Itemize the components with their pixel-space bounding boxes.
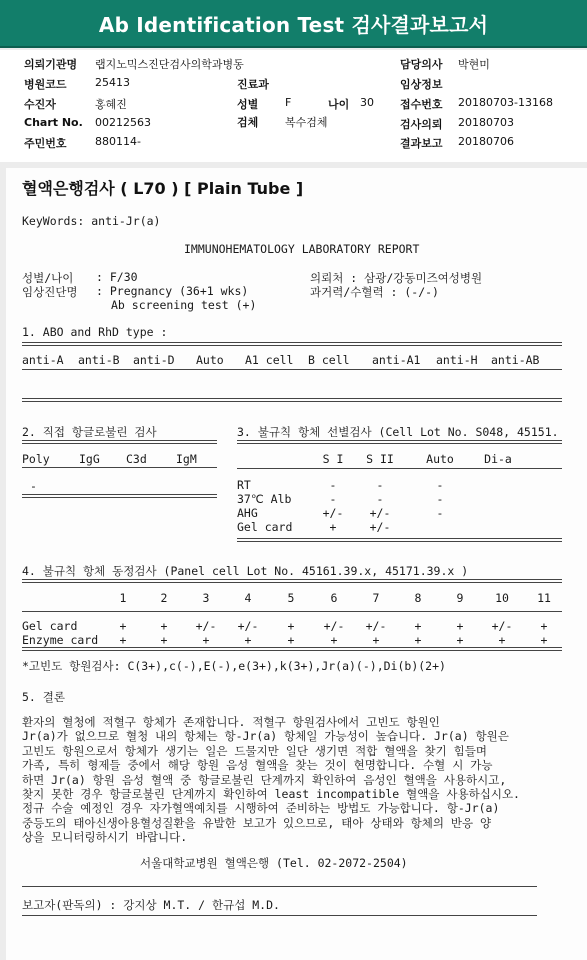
section-1-title: 1. ABO and RhD type : (22, 325, 168, 339)
section-3-rule-top (237, 440, 562, 444)
screening-cell: +/- (322, 506, 344, 520)
receipt-no-value: 20180703-13168 (458, 96, 553, 109)
rrn-label: 주민번호 (24, 137, 67, 150)
section-3-rule-mid (237, 468, 562, 469)
panel-column-header: 8 (414, 591, 422, 605)
screening-row-label: 37℃ Alb (237, 492, 292, 506)
high-frequency-antigen-result: *고빈도 항원검사: C(3+),c(-),E(-),e(3+),k(3+),Jr(a)(-),Di(b)(2+) (22, 659, 446, 673)
section-1-rule-top (22, 342, 562, 346)
screening-column-header: Di-a (484, 452, 512, 466)
request-date-value: 20180703 (458, 116, 514, 129)
clinical-info-label: 임상정보 (400, 78, 443, 91)
dat-column-header: IgG (79, 452, 100, 466)
screening-column-header: Auto (426, 452, 454, 466)
panel-cell: + (160, 633, 168, 647)
abo-column-header: Auto (196, 353, 224, 367)
abo-column-header: anti-A (22, 353, 64, 367)
screening-row-label: RT (237, 478, 251, 492)
panel-cell: + (540, 633, 548, 647)
panel-column-header: 7 (372, 591, 380, 605)
signature-rule-top (22, 886, 537, 887)
panel-cell: + (160, 619, 168, 633)
panel-cell: + (119, 619, 127, 633)
panel-cell: + (414, 619, 422, 633)
panel-cell: +/- (491, 619, 513, 633)
panel-cell: + (456, 619, 464, 633)
requesting-clinic: 의뢰처 : 삼광/강동미즈여성병원 (310, 271, 483, 285)
report-date-label: 결과보고 (400, 137, 443, 150)
specimen-value: 복수검체 (285, 116, 328, 129)
screening-cell: - (436, 506, 444, 520)
section-5-title: 5. 결론 (22, 690, 65, 704)
rrn-value: 880114- (95, 135, 141, 148)
conclusion-line: 환자의 혈청에 적혈구 항체가 존재합니다. 적혈구 항원검사에서 고빈도 항원인 (22, 715, 440, 729)
abo-column-header: anti-H (436, 353, 478, 367)
section-3-title: 3. 불규칙 항체 선별검사 (Cell Lot No. S048, 45151. (237, 425, 559, 439)
signature-rule-bottom (22, 915, 537, 916)
panel-cell: + (456, 633, 464, 647)
sex-age-label: 성별/나이 (22, 271, 74, 285)
abo-column-header: B cell (308, 353, 350, 367)
panel-cell: + (372, 633, 380, 647)
panel-column-header: 10 (495, 591, 509, 605)
report-date-value: 20180706 (458, 135, 514, 148)
chart-no-value: 00212563 (95, 116, 151, 129)
section-4-rule-bottom (22, 647, 562, 651)
screening-row-label: Gel card (237, 520, 293, 534)
dat-column-header: C3d (126, 452, 147, 466)
signature-organization: 서울대학교병원 혈액은행 (Tel. 02-2072-2504) (140, 856, 408, 870)
diagnosis-value-2: Ab screening test (+) (111, 298, 257, 312)
sex-age-value: : F/30 (96, 270, 138, 284)
request-date-label: 검사의뢰 (400, 118, 443, 131)
panel-column-header: 3 (202, 591, 210, 605)
hospital-code-value: 25413 (95, 76, 130, 89)
screening-cell: +/- (369, 506, 391, 520)
panel-column-header: 5 (287, 591, 295, 605)
specimen-label: 검체 (237, 116, 259, 129)
panel-column-header: 2 (160, 591, 168, 605)
screening-cell: - (436, 492, 444, 506)
doctor-label: 담당의사 (400, 58, 443, 71)
report-title: Ab Identification Test 검사결과보고서 (98, 13, 489, 37)
panel-cell: + (287, 633, 295, 647)
panel-cell: + (330, 633, 338, 647)
conclusion-line: 하면 Jr(a) 항원 음성 혈액 중 항글로불린 단계까지 확인하여 음성인 혈액을 사용하시고, (22, 772, 507, 787)
diagnosis-value-1: : Pregnancy (36+1 wks) (96, 284, 249, 298)
panel-row-label: Gel card (22, 619, 78, 633)
abo-column-header: anti-AB (491, 353, 540, 367)
sex-label: 성별 (237, 98, 259, 111)
screening-row-label: AHG (237, 506, 258, 520)
conclusion-line: 찾지 못한 경우 항글로불린 단계까지 확인하여 least incompatible 혈액을 사용하십시오. (22, 787, 520, 801)
section-2-rule-mid (22, 467, 217, 468)
panel-cell: + (498, 633, 506, 647)
hospital-code-label: 병원코드 (24, 78, 67, 91)
panel-cell: +/- (237, 619, 259, 633)
department-label: 진료과 (237, 78, 269, 91)
panel-row-label: Enzyme card (22, 633, 99, 647)
section-3-rule-bottom (237, 538, 562, 542)
section-1-rule-bottom (22, 398, 562, 402)
screening-cell: - (329, 478, 337, 492)
section-2-rule-bottom (22, 494, 217, 498)
lab-report-title: IMMUNOHEMATOLOGY LABORATORY REPORT (184, 242, 420, 256)
document-heading: 혈액은행검사 ( L70 ) [ Plain Tube ] (22, 179, 304, 198)
section-4-rule-mid (22, 611, 562, 612)
panel-cell: + (244, 633, 252, 647)
dat-column-header: Poly (22, 452, 50, 466)
section-4-title: 4. 불규칙 항체 동정검사 (Panel cell Lot No. 45161.39.x, 45171.39.x ) (22, 564, 469, 578)
conclusion-line: 고빈도 항원으로서 항체가 생기는 일은 드물지만 일단 생기면 적합 혈액을 찾기 힘들며 (22, 743, 487, 758)
referring-institution-label: 의뢰기관명 (24, 58, 78, 71)
panel-cell: +/- (365, 619, 387, 633)
panel-column-header: 1 (119, 591, 127, 605)
section-2-rule-top (22, 440, 217, 444)
panel-cell: +/- (323, 619, 345, 633)
screening-cell: - (436, 478, 444, 492)
chart-no-label: Chart No. (24, 116, 83, 129)
section-1-rule-mid (22, 369, 562, 370)
screening-cell: - (376, 492, 384, 506)
patient-name-label: 수진자 (24, 98, 56, 111)
conclusion-line: 가족, 특히 형제들 중에서 해당 항원 음성 혈액을 찾는 것이 현명합니다. 수혈 시 가능 (22, 758, 493, 773)
conclusion-line: Jr(a)가 없으므로 혈청 내의 항체는 항-Jr(a) 항체일 가능성이 높습니다. Jr(a) 항원은 (22, 729, 509, 744)
diagnosis-label: 임상진단명 (22, 285, 78, 299)
dat-result: - (30, 479, 37, 493)
panel-column-header: 6 (330, 591, 338, 605)
panel-cell: + (414, 633, 422, 647)
referring-institution-value: 랩지노믹스진단검사의학과병동 (95, 58, 244, 71)
report-banner (0, 0, 587, 48)
conclusion-line: 중등도의 태아신생아용혈성질환을 유발한 보고가 있으므로, 태아 상태와 항체의 반응 양 (22, 815, 492, 830)
screening-cell: + (329, 520, 337, 534)
doctor-value: 박현미 (458, 58, 490, 71)
panel-cell: + (202, 633, 210, 647)
section-4-rule-top (22, 579, 562, 583)
keywords: KeyWords: anti-Jr(a) (22, 214, 161, 228)
abo-column-header: anti-B (78, 353, 120, 367)
reporter: 보고자(판독의) : 강지상 M.T. / 한규섭 M.D. (22, 898, 280, 912)
abo-column-header: A1 cell (245, 353, 294, 367)
panel-cell: + (119, 633, 127, 647)
transfusion-history: 과거력/수혈력 : (-/-) (310, 285, 439, 299)
age-label: 나이 (328, 98, 350, 111)
panel-cell: + (287, 619, 295, 633)
panel-column-header: 11 (537, 591, 551, 605)
abo-column-header: anti-D (133, 353, 175, 367)
screening-cell: +/- (369, 520, 391, 534)
panel-cell: +/- (195, 619, 217, 633)
conclusion-line: 정규 수술 예정인 경우 자가혈액예치를 시행하여 준비하는 방법도 가능합니다. 항-Jr(a) (22, 801, 500, 816)
section-2-title: 2. 직접 항글로불린 검사 (22, 425, 157, 439)
conclusion-line: 상을 모니터링하시기 바랍니다. (22, 830, 188, 845)
receipt-no-label: 접수번호 (400, 98, 443, 111)
panel-cell: + (540, 619, 548, 633)
panel-column-header: 4 (244, 591, 252, 605)
screening-column-header: S II (366, 452, 394, 466)
sex-value: F (285, 96, 292, 109)
screening-cell: - (376, 478, 384, 492)
dat-column-header: IgM (176, 452, 197, 466)
abo-column-header: anti-A1 (372, 353, 421, 367)
screening-cell: - (329, 492, 337, 506)
panel-column-header: 9 (456, 591, 464, 605)
age-value: 30 (360, 96, 374, 109)
screening-column-header: S I (322, 452, 344, 466)
patient-name-value: 홍혜진 (95, 98, 127, 111)
